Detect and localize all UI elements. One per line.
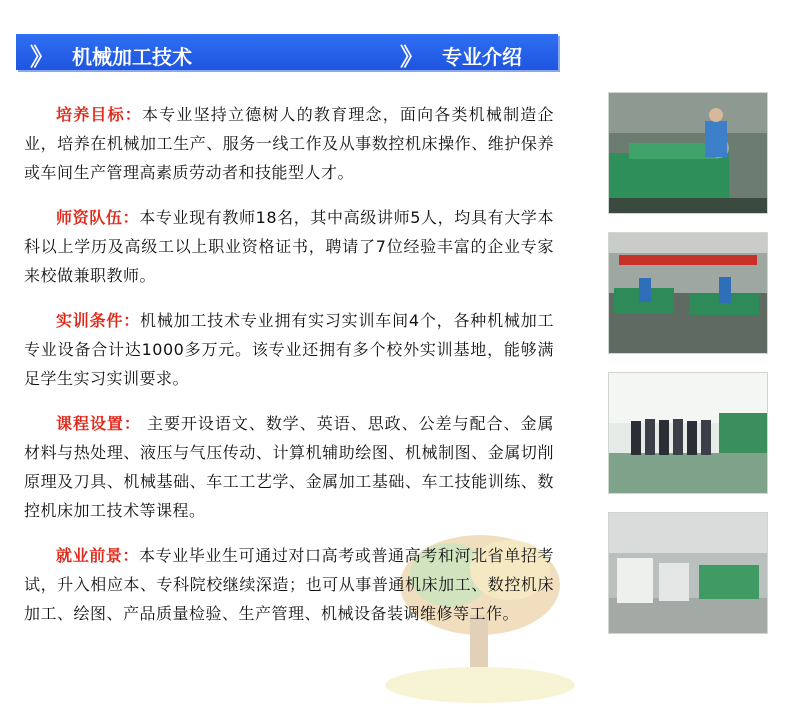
section-faculty: [24, 203, 554, 290]
page-title: 机械加工技术: [72, 45, 192, 69]
photo-lathe-workshop: [608, 92, 768, 214]
section-text: 本专业坚持立德树人的教育理念，面向各类机械制造企业，培养在机械加工生产、服务一线工作及从事数控机床操作、维护保养或车间生产管理高素质劳动者和技能型人才。: [24, 105, 554, 182]
section-label: 就业前景：: [56, 546, 140, 565]
section-label: 培养目标：: [56, 105, 142, 124]
photo-group-visit: [608, 372, 768, 494]
photo-training-hall: [608, 232, 768, 354]
section-label: 实训条件：: [56, 311, 141, 330]
section-label: 课程设置：: [56, 414, 141, 433]
section-text: 机械加工技术专业拥有实习实训车间4个，各种机械加工专业设备合计达1000多万元。该专业还拥有多个校外实训基地，能够满足学生实习实训要求。: [24, 311, 554, 388]
header-banner: [16, 34, 558, 70]
section-title: 专业介绍: [442, 45, 522, 69]
photo-cnc-hall: [608, 512, 768, 634]
section-label: 师资队伍：: [56, 208, 140, 227]
section-curriculum: [24, 409, 554, 525]
section-text: 本专业毕业生可通过对口高考或普通高考和河北省单招考试，升入相应本、专科院校继续深造；也可从事普通机床加工、数控机床加工、绘图、产品质量检验、生产管理、机械设备装调维修等工作。: [24, 546, 554, 623]
section-facilities: [24, 306, 554, 393]
chevron-right-icon: 》: [400, 43, 418, 71]
section-text: 本专业现有教师18名，其中高级讲师5人，均具有大学本科以上学历及高级工以上职业资格证书，聘请了7位经验丰富的企业专家来校做兼职教师。: [24, 208, 554, 285]
section-text: 主要开设语文、数学、英语、思政、公差与配合、金属材料与热处理、液压与气压传动、计算机辅助绘图、机械制图、金属切削原理及刀具、机械基础、车工工艺学、金属加工基础、车工技能训练、数控机床加工技术等课程。: [24, 414, 554, 520]
section-training-goal: [24, 100, 554, 187]
chevron-right-icon: 》: [30, 43, 48, 71]
intro-content: [24, 100, 554, 644]
section-career: [24, 541, 554, 628]
photo-column: [608, 92, 768, 652]
